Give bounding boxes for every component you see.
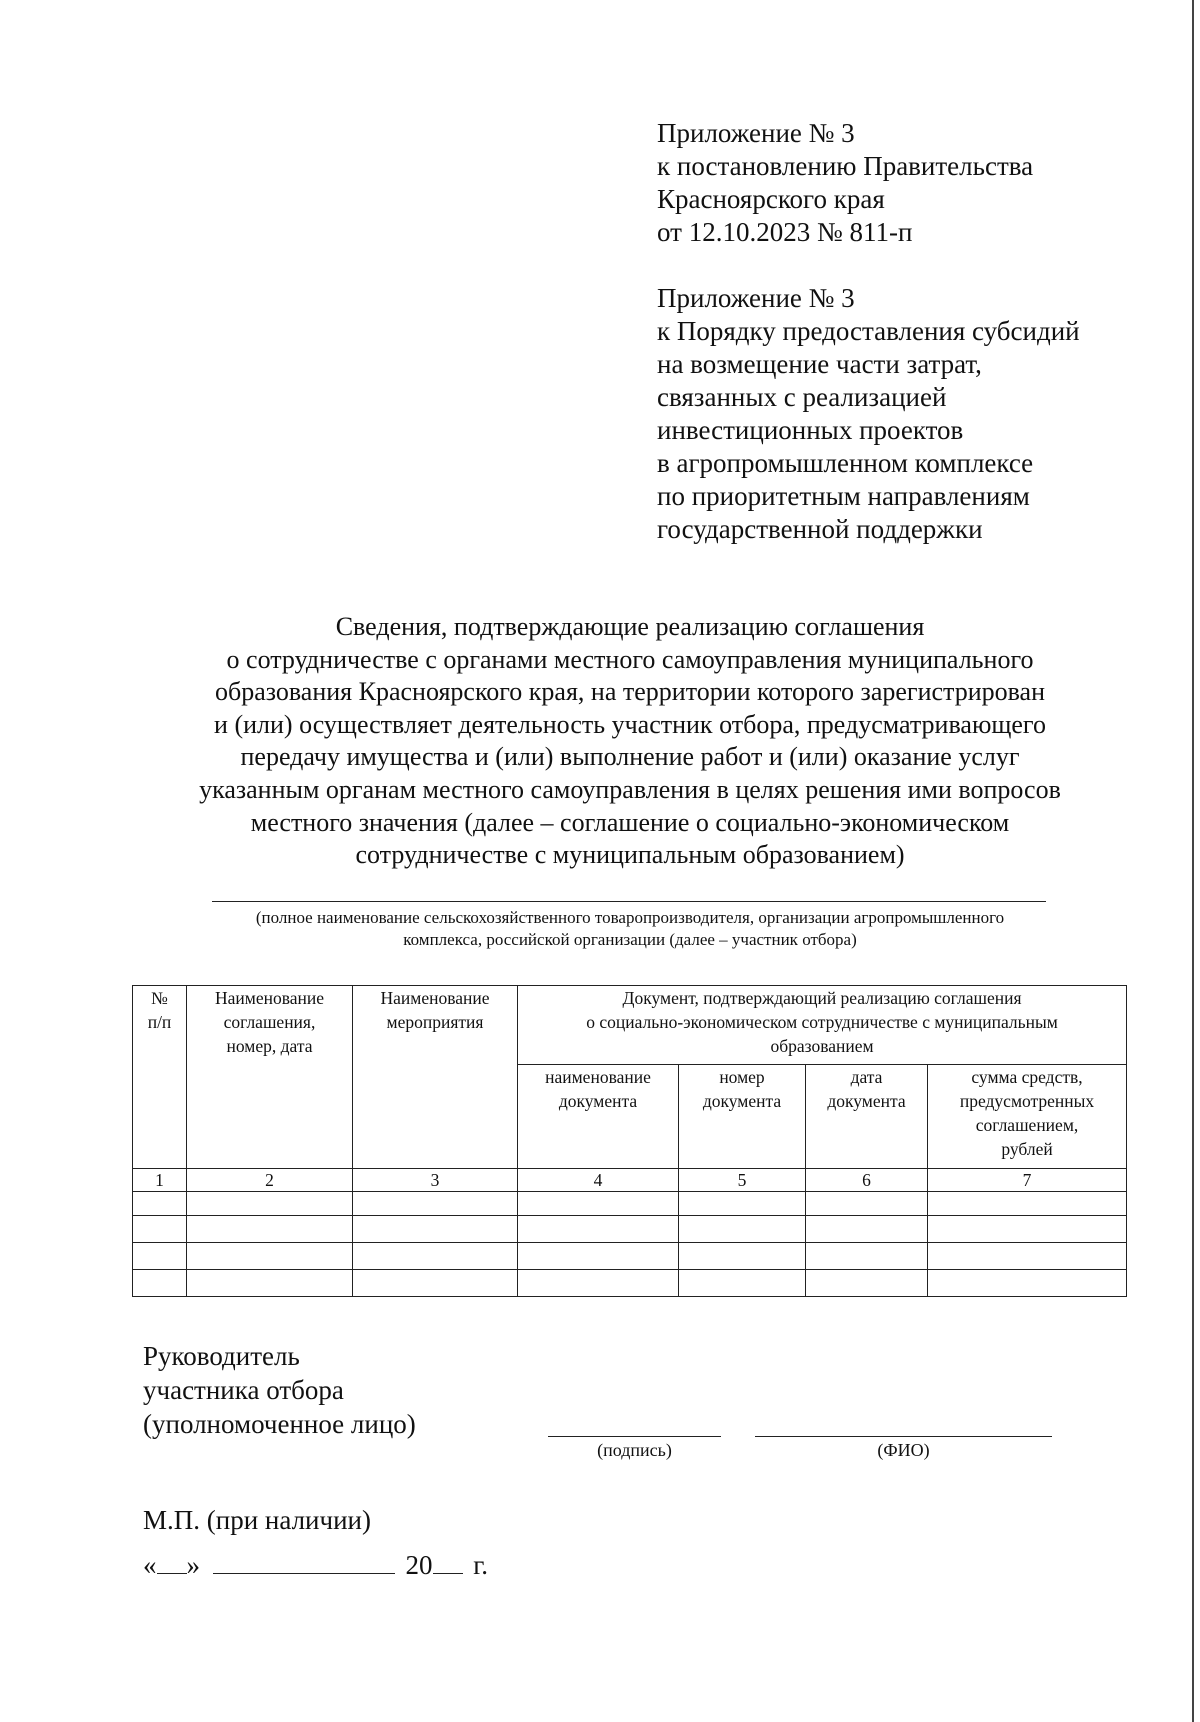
table-cell[interactable] — [133, 1270, 187, 1297]
header-text: Документ, подтверждающий реализацию соглашения — [622, 988, 1022, 1008]
annex-procedure-line: к Порядку предоставления субсидий — [657, 316, 1080, 346]
table-cell[interactable] — [518, 1192, 679, 1216]
header-text: номер — [719, 1067, 765, 1087]
table-cell[interactable] — [928, 1192, 1127, 1216]
header-col-document-group — [518, 986, 1127, 1065]
header-text: наименование — [545, 1067, 651, 1087]
table-cell[interactable] — [133, 1192, 187, 1216]
signature-blank[interactable] — [548, 1436, 721, 1437]
column-number: 5 — [679, 1169, 806, 1192]
annex-procedure-line: инвестиционных проектов — [657, 415, 964, 445]
title-line: образования Красноярского края, на территории которого зарегистрирован — [214, 677, 1046, 707]
header-doc-name — [518, 1065, 679, 1169]
table-row — [133, 1216, 1127, 1243]
table-cell[interactable] — [806, 1243, 928, 1270]
table-cell[interactable] — [679, 1243, 806, 1270]
signer-line: (уполномоченное лицо) — [143, 1409, 416, 1439]
header-amount — [928, 1065, 1127, 1169]
header-text: документа — [558, 1091, 638, 1111]
table-cell[interactable] — [928, 1270, 1127, 1297]
table-cell[interactable] — [187, 1216, 353, 1243]
header-text: документа — [827, 1091, 906, 1111]
day-blank[interactable] — [157, 1547, 187, 1574]
table-cell[interactable] — [518, 1243, 679, 1270]
annex-decree-line: Красноярского края — [657, 184, 885, 214]
column-number: 6 — [806, 1169, 928, 1192]
signature-caption: (подпись) — [597, 1440, 672, 1460]
annex-procedure-line: государственной поддержки — [657, 514, 983, 544]
document-title — [100, 611, 1160, 872]
title-line: Сведения, подтверждающие реализацию соглашения — [335, 612, 925, 641]
title-line: о сотрудничестве с органами местного самоуправления муниципального — [226, 644, 1034, 674]
annex-decree-line: Приложение № 3 — [657, 118, 855, 148]
table-row — [133, 1270, 1127, 1297]
full-name-caption: (ФИО) — [877, 1440, 930, 1460]
full-name-blank[interactable] — [755, 1436, 1052, 1437]
month-blank[interactable] — [213, 1547, 395, 1574]
caption-line: (полное наименование сельскохозяйственного товаропроизводителя, организации агропромышленного — [255, 908, 1005, 927]
table-cell[interactable] — [806, 1216, 928, 1243]
header-text: мероприятия — [386, 1012, 484, 1032]
caption-line: комплекса, российской организации (далее – участник отбора) — [403, 930, 857, 949]
table-cell[interactable] — [679, 1192, 806, 1216]
title-line: местного значения (далее – соглашение о социально-экономическом — [250, 807, 1010, 837]
annex-procedure-header — [657, 282, 1177, 546]
column-number: 2 — [187, 1169, 353, 1192]
table-cell[interactable] — [928, 1216, 1127, 1243]
table-cell[interactable] — [518, 1270, 679, 1297]
year-blank[interactable] — [433, 1547, 463, 1574]
column-number: 3 — [353, 1169, 518, 1192]
participant-name-caption — [100, 907, 1160, 951]
table-cell[interactable] — [679, 1270, 806, 1297]
header-text: Наименование — [380, 988, 490, 1008]
date-row — [143, 1547, 488, 1582]
header-col-number — [133, 986, 187, 1169]
header-doc-date — [806, 1065, 928, 1169]
annex-procedure-line: связанных с реализацией — [657, 382, 947, 412]
title-line: сотрудничестве с муниципальным образованием) — [355, 840, 905, 870]
table-header-row — [133, 986, 1127, 1065]
column-number-row — [133, 1169, 1127, 1192]
header-text: документа — [702, 1091, 782, 1111]
table-row — [133, 1192, 1127, 1216]
header-text: Наименование — [214, 988, 325, 1008]
seal-note: М.П. (при наличии) — [143, 1505, 371, 1535]
header-text: № — [151, 988, 168, 1008]
year-suffix: г. — [473, 1550, 489, 1580]
table-row — [133, 1243, 1127, 1270]
title-line: указанным органам местного самоуправления в целях решения ими вопросов — [199, 774, 1061, 804]
date-close-quote: » — [186, 1550, 200, 1580]
table-cell[interactable] — [133, 1216, 187, 1243]
header-col-event — [353, 986, 518, 1169]
column-number: 1 — [133, 1169, 187, 1192]
annex-procedure-line: в агропромышленном комплексе — [657, 448, 1034, 478]
title-line: и (или) осуществляет деятельность участник отбора, предусматривающего — [214, 709, 1046, 739]
header-text: рублей — [1001, 1139, 1053, 1159]
header-text: номер, дата — [226, 1036, 313, 1056]
year-prefix: 20 — [405, 1550, 433, 1580]
annex-procedure-line: Приложение № 3 — [657, 283, 855, 313]
table-cell[interactable] — [187, 1192, 353, 1216]
header-col-agreement — [187, 986, 353, 1169]
column-number: 4 — [518, 1169, 679, 1192]
header-text: образованием — [770, 1036, 874, 1056]
header-text: дата — [850, 1067, 883, 1087]
table-cell[interactable] — [353, 1243, 518, 1270]
header-doc-number — [679, 1065, 806, 1169]
header-text: о социально-экономическом сотрудничестве с муниципальным — [586, 1012, 1058, 1032]
annex-procedure-line: по приоритетным направлениям — [657, 481, 1030, 511]
title-line: передачу имущества и (или) выполнение работ и (или) оказание услуг — [240, 742, 1020, 772]
header-text: соглашением, — [975, 1115, 1079, 1135]
header-text: сумма средств, — [971, 1067, 1083, 1087]
participant-name-blank[interactable] — [212, 901, 1046, 902]
annex-decree-line: к постановлению Правительства — [657, 151, 1034, 181]
table-cell[interactable] — [133, 1243, 187, 1270]
table-cell[interactable] — [187, 1243, 353, 1270]
table-cell[interactable] — [806, 1192, 928, 1216]
table-cell[interactable] — [518, 1216, 679, 1243]
table-cell[interactable] — [806, 1270, 928, 1297]
annex-decree-line: от 12.10.2023 № 811-п — [657, 217, 913, 247]
date-open-quote: « — [143, 1550, 157, 1580]
column-number: 7 — [928, 1169, 1127, 1192]
table-cell[interactable] — [353, 1270, 518, 1297]
table-cell[interactable] — [353, 1216, 518, 1243]
agreement-table — [132, 985, 1127, 1297]
header-text: соглашения, — [223, 1012, 316, 1032]
header-text: предусмотренных — [959, 1091, 1095, 1111]
annex-decree-header — [657, 117, 1177, 249]
signer-block — [143, 1339, 416, 1441]
page-edge-line — [1192, 0, 1194, 1722]
signer-line: участника отбора — [143, 1375, 344, 1405]
table-cell[interactable] — [928, 1243, 1127, 1270]
table-cell[interactable] — [353, 1192, 518, 1216]
header-text: п/п — [147, 1012, 172, 1032]
table-cell[interactable] — [187, 1270, 353, 1297]
signer-line: Руководитель — [143, 1341, 300, 1371]
table-cell[interactable] — [679, 1216, 806, 1243]
annex-procedure-line: на возмещение части затрат, — [657, 349, 982, 379]
